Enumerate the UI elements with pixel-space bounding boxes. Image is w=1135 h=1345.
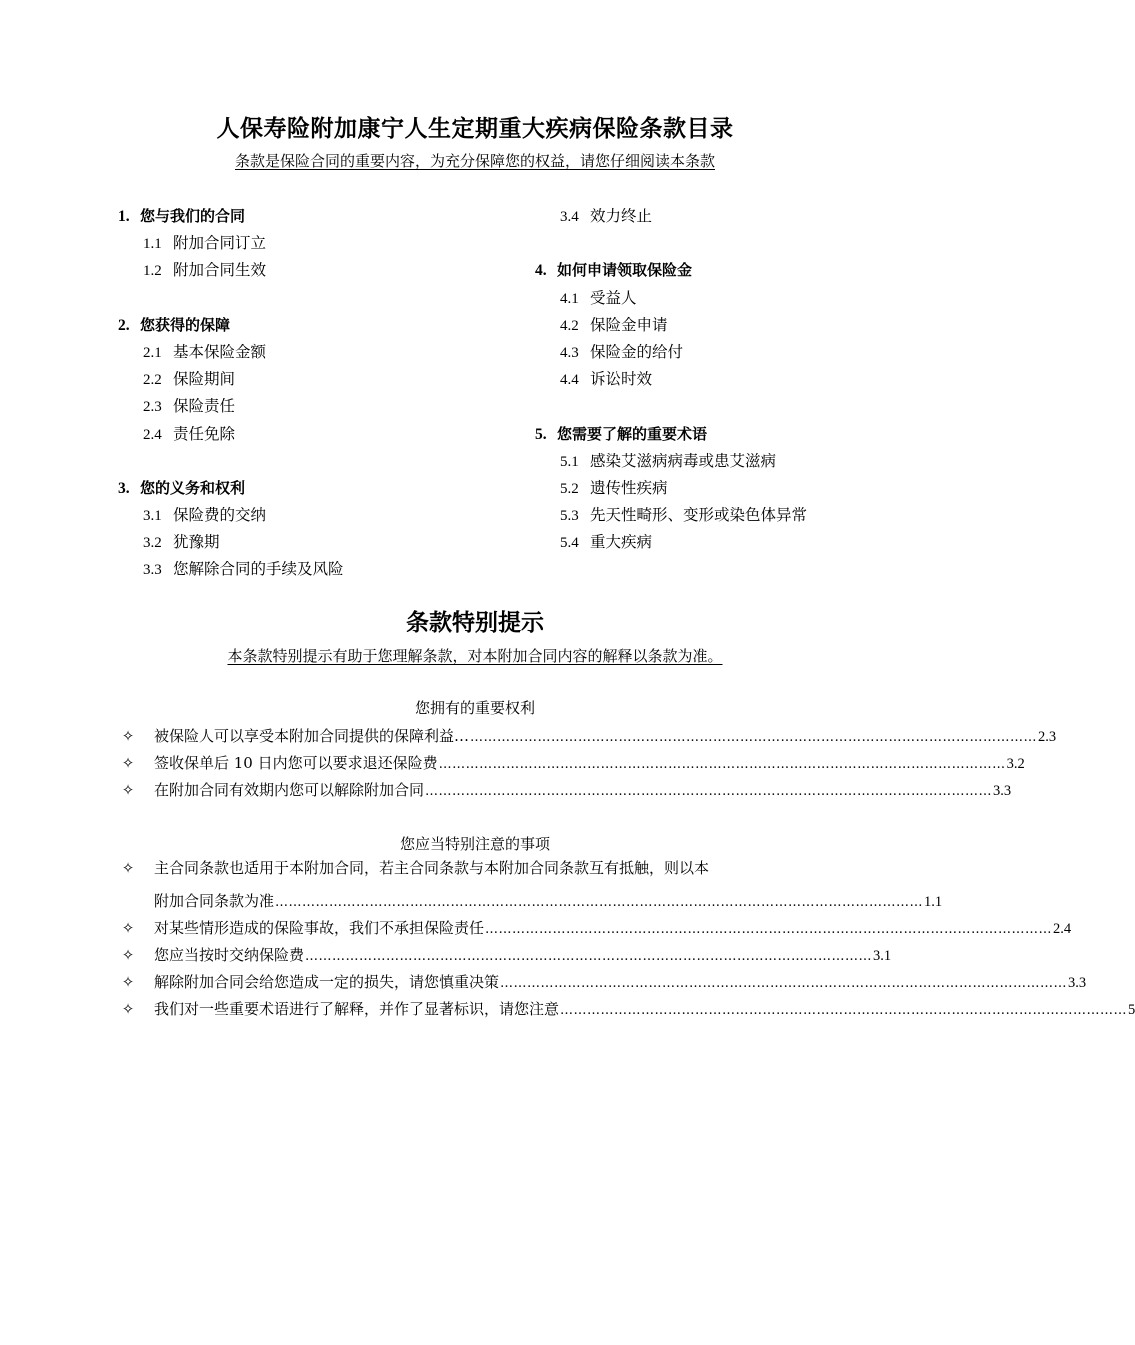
toc-item-number: 3.2 <box>143 535 162 552</box>
toc-item-3-4 <box>535 203 935 230</box>
toc-item-label: 附加合同生效 <box>173 261 267 280</box>
dot-leader: ……………………………………………………………………………………………………………… <box>438 757 1006 772</box>
toc-item-label: 重大疾病 <box>590 533 653 552</box>
item-ref: 1.1 <box>924 894 943 910</box>
item-ref: 2.3 <box>1038 729 1057 745</box>
diamond-star-icon: ✧ <box>121 727 135 745</box>
toc-section-2 <box>118 312 528 339</box>
toc-item-label: 保险金申请 <box>590 315 668 334</box>
dot-leader: ……………………………………………………………………………………………………………… <box>500 976 1068 991</box>
document-title: 人保寿险附加康宁人生定期重大疾病保险条款目录 <box>216 116 734 142</box>
toc-item-label: 保险期间 <box>173 370 236 389</box>
dot-leader: ……………………………………………………………………………………………………………… <box>560 1003 1128 1018</box>
tips-subtitle <box>0 645 950 667</box>
list-item <box>118 750 1025 777</box>
tips-title: 条款特别提示 <box>406 610 544 636</box>
toc-item-label: 遗传性疾病 <box>590 478 668 497</box>
toc-item-number: 5.2 <box>560 480 579 497</box>
item-text: 签收保单后 10 日内您可以要求退还保险费 <box>154 754 438 772</box>
toc-section-title: 您获得的保障 <box>140 315 231 334</box>
diamond-star-icon: ✧ <box>121 973 135 991</box>
toc-section-title: 您的义务和权利 <box>140 478 246 497</box>
toc-item-2-4 <box>118 421 528 448</box>
list-item <box>118 915 1072 942</box>
dot-leader: ……………………………………………………………………………………………………………… <box>470 730 1038 745</box>
toc-item-label: 责任免除 <box>173 424 236 443</box>
toc-item-label: 犹豫期 <box>173 533 220 552</box>
toc-item-label: 基本保险金额 <box>173 342 267 361</box>
toc-item-number: 5.1 <box>560 453 579 470</box>
item-text: 我们对一些重要术语进行了解释，并作了显著标识，请您注意 <box>154 1000 560 1018</box>
toc-item-label: 感染艾滋病病毒或患艾滋病 <box>590 451 777 470</box>
toc-section-1 <box>118 203 528 230</box>
toc-item-number: 1.1 <box>143 236 162 253</box>
toc-section-number: 2. <box>118 316 130 334</box>
diamond-star-icon: ✧ <box>121 1000 135 1018</box>
toc-item-3-2 <box>118 529 528 556</box>
item-ref: 3.2 <box>1006 756 1025 772</box>
item-text: 主合同条款也适用于本附加合同，若主合同条款与本附加合同条款互有抵触，则以本 <box>154 859 710 877</box>
item-ref: 5 <box>1128 1002 1135 1018</box>
toc-item-2-3 <box>118 393 528 420</box>
toc-item-5-1 <box>535 448 935 475</box>
toc-item-number: 3.3 <box>143 562 162 579</box>
toc-section-4 <box>535 257 935 284</box>
toc-item-2-2 <box>118 366 528 393</box>
toc-item-number: 3.4 <box>560 209 579 225</box>
list-item <box>118 942 892 969</box>
toc-spacer <box>535 393 935 420</box>
diamond-star-icon: ✧ <box>121 859 135 877</box>
toc-item-number: 3.1 <box>143 508 162 525</box>
toc-item-1-1 <box>118 230 528 257</box>
list-item <box>118 723 1057 750</box>
toc-item-5-3 <box>535 502 935 529</box>
document-subtitle-text: 条款是保险合同的重要内容，为充分保障您的权益，请您仔细阅读本条款 <box>234 152 715 170</box>
toc-section-3 <box>118 475 528 502</box>
item-text: 在附加合同有效期内您可以解除附加合同 <box>154 781 425 799</box>
toc-item-label: 您解除合同的手续及风险 <box>173 560 344 579</box>
dot-leader: ……………………………………………………………………………………………………………… <box>485 922 1053 937</box>
toc-item-1-2 <box>118 257 528 284</box>
toc-item-label: 先天性畸形、变形或染色体异常 <box>590 506 808 525</box>
toc-spacer <box>535 230 935 257</box>
toc-item-label: 保险责任 <box>173 397 236 416</box>
toc-item-number: 1.2 <box>143 263 162 280</box>
item-text-continued: 附加合同条款为准 <box>154 892 275 910</box>
item-text: 解除附加合同会给您造成一定的损失，请您慎重决策 <box>154 973 500 991</box>
item-text: 被保险人可以享受本附加合同提供的保障利益… <box>154 727 470 745</box>
list-item <box>118 777 1012 804</box>
list-item <box>118 996 1135 1023</box>
list-item <box>118 855 943 915</box>
toc-section-title: 如何申请领取保险金 <box>557 261 693 280</box>
toc-section-number: 1. <box>118 208 130 225</box>
rights-list <box>118 723 1057 804</box>
toc-item-number: 4.3 <box>560 344 579 361</box>
toc-section-number: 3. <box>118 479 130 497</box>
dot-leader: ……………………………………………………………………………………………………………………………… <box>275 895 924 910</box>
rights-heading: 您拥有的重要权利 <box>414 699 535 717</box>
tips-subtitle-text: 本条款特别提示有助于您理解条款，对本附加合同内容的解释以条款为准。 <box>227 647 723 665</box>
toc-section-number: 4. <box>535 262 547 280</box>
toc-section-title: 您需要了解的重要术语 <box>557 424 708 443</box>
toc-item-label: 受益人 <box>590 288 637 307</box>
toc-item-number: 4.2 <box>560 317 579 334</box>
toc-item-label: 保险金的给付 <box>590 342 684 361</box>
toc-item-4-4 <box>535 366 935 393</box>
toc-item-number: 4.1 <box>560 290 579 307</box>
notices-list <box>118 855 1135 1023</box>
toc-left-column <box>118 203 528 584</box>
toc-section-5 <box>535 421 935 448</box>
item-text: 您应当按时交纳保险费 <box>154 946 305 964</box>
dot-leader: ……………………………………………………………………………………………………………… <box>425 784 993 799</box>
toc-item-3-3 <box>118 556 528 583</box>
toc-item-number: 2.1 <box>143 344 162 361</box>
item-ref: 3.3 <box>1068 975 1087 991</box>
diamond-star-icon: ✧ <box>121 754 135 772</box>
list-item <box>118 969 1087 996</box>
toc-item-number: 2.2 <box>143 372 162 389</box>
toc-item-4-1 <box>535 285 935 312</box>
toc-item-number: 2.3 <box>143 399 162 416</box>
item-ref: 2.4 <box>1053 921 1072 937</box>
toc-item-5-4 <box>535 529 935 556</box>
document-subtitle <box>0 150 950 172</box>
toc-item-5-2 <box>535 475 935 502</box>
toc-item-label: 附加合同订立 <box>173 234 267 253</box>
toc-item-3-1 <box>118 502 528 529</box>
toc-item-label: 诉讼时效 <box>590 370 653 389</box>
diamond-star-icon: ✧ <box>121 946 135 964</box>
diamond-star-icon: ✧ <box>121 781 135 799</box>
toc-section-number: 5. <box>535 425 547 443</box>
toc-item-4-2 <box>535 312 935 339</box>
item-ref: 3.3 <box>993 783 1012 799</box>
item-ref: 3.1 <box>873 948 892 964</box>
toc-item-number: 5.3 <box>560 508 579 525</box>
toc-item-4-3 <box>535 339 935 366</box>
toc-right-column <box>535 203 935 556</box>
toc-item-number: 4.4 <box>560 372 579 389</box>
toc-spacer <box>118 448 528 475</box>
diamond-star-icon: ✧ <box>121 919 135 937</box>
toc-item-label: 保险费的交纳 <box>173 506 267 525</box>
toc-section-title: 您与我们的合同 <box>140 207 246 225</box>
dot-leader: ……………………………………………………………………………………………………………… <box>305 949 873 964</box>
toc-item-2-1 <box>118 339 528 366</box>
toc-item-number: 5.4 <box>560 535 579 552</box>
item-text: 对某些情形造成的保险事故，我们不承担保险责任 <box>154 919 485 937</box>
toc-spacer <box>118 285 528 312</box>
toc-item-label: 效力终止 <box>590 207 653 225</box>
toc-item-number: 2.4 <box>143 426 162 443</box>
notices-heading: 您应当特别注意的事项 <box>399 835 550 853</box>
